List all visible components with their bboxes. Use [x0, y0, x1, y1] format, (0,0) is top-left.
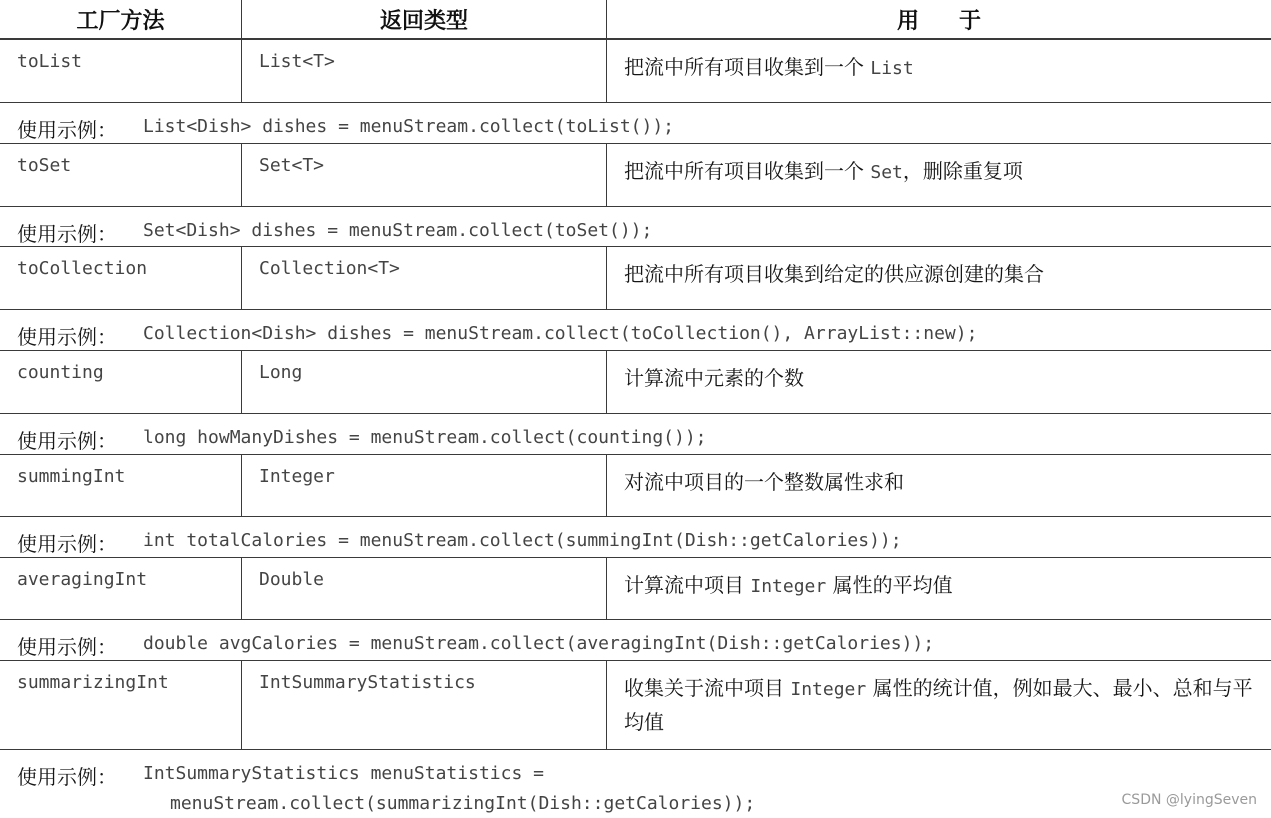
- description-segment: 收集关于流中项目: [624, 676, 791, 700]
- description-cell: [606, 144, 1271, 206]
- return-type-cell: [241, 40, 606, 102]
- description-cell: [606, 351, 1271, 413]
- example-row: [0, 620, 1271, 661]
- description-code-segment: Set: [870, 162, 903, 183]
- description-cell: [606, 40, 1271, 102]
- factory-method-cell: [0, 144, 241, 206]
- description-cell: [606, 558, 1271, 619]
- factory-method-name: counting: [17, 362, 104, 383]
- factory-method-cell: [0, 247, 241, 309]
- factory-method-cell: [0, 661, 241, 749]
- table-row: [0, 144, 1271, 207]
- header-factory-method-label: 工厂方法: [76, 8, 165, 34]
- example-code: long howManyDishes = menuStream.collect(counting());: [143, 427, 707, 448]
- example-code: IntSummaryStatistics menuStatistics =: [143, 763, 544, 784]
- description-text: [624, 155, 1261, 189]
- description-segment: 计算流中元素的个数: [624, 366, 804, 390]
- header-return-type: [241, 0, 606, 38]
- description-cell: [606, 455, 1271, 516]
- description-cell: [606, 247, 1271, 309]
- example-label: 使用示例：: [17, 635, 117, 659]
- watermark: CSDN @lyingSeven: [1121, 792, 1257, 808]
- example-row: [0, 103, 1271, 144]
- return-type-name: List<T>: [259, 51, 335, 72]
- example-code: Collection<Dish> dishes = menuStream.collect(toCollection(), ArrayList::new);: [143, 323, 978, 344]
- table-row: [0, 558, 1271, 620]
- factory-method-cell: [0, 351, 241, 413]
- factory-method-name: summingInt: [17, 466, 126, 487]
- header-used-for-label: 用于: [896, 8, 1021, 34]
- example-code: menuStream.collect(summarizingInt(Dish::getCalories));: [170, 793, 756, 814]
- return-type-cell: [241, 661, 606, 749]
- table-header: [0, 0, 1271, 40]
- example-label: 使用示例：: [17, 765, 117, 789]
- description-text: [624, 466, 1261, 499]
- return-type-cell: [241, 144, 606, 206]
- table-row: [0, 247, 1271, 310]
- description-text: [624, 672, 1261, 739]
- factory-method-cell: [0, 558, 241, 619]
- description-code-segment: List: [870, 58, 914, 79]
- table-row: [0, 351, 1271, 414]
- description-segment: 把流中所有项目收集到给定的供应源创建的集合: [624, 262, 1044, 286]
- return-type-name: Integer: [259, 466, 335, 487]
- example-code: List<Dish> dishes = menuStream.collect(toList());: [143, 116, 675, 137]
- example-label: 使用示例：: [17, 222, 117, 246]
- return-type-name: Long: [259, 362, 303, 383]
- example-label: 使用示例：: [17, 118, 117, 142]
- header-return-type-label: 返回类型: [379, 8, 468, 34]
- table-row: [0, 40, 1271, 103]
- description-text: [624, 258, 1261, 291]
- example-row: [0, 310, 1271, 351]
- example-row: [0, 517, 1271, 558]
- return-type-name: IntSummaryStatistics: [259, 672, 476, 693]
- description-segment: 对流中项目的一个整数属性求和: [624, 470, 904, 494]
- description-text: [624, 569, 1261, 603]
- example-label: 使用示例：: [17, 532, 117, 556]
- description-cell: [606, 661, 1271, 749]
- factory-method-cell: [0, 40, 241, 102]
- example-label: 使用示例：: [17, 325, 117, 349]
- description-segment: 计算流中项目: [624, 573, 751, 597]
- example-code: double avgCalories = menuStream.collect(averagingInt(Dish::getCalories));: [143, 633, 935, 654]
- description-segment: 属性的统计值，例如最大、最小、总和与平均值: [624, 676, 1253, 734]
- return-type-name: Collection<T>: [259, 258, 400, 279]
- description-code-segment: Integer: [750, 576, 827, 597]
- example-label: 使用示例：: [17, 429, 117, 453]
- description-segment: 属性的平均值: [826, 573, 953, 597]
- example-code: Set<Dish> dishes = menuStream.collect(toSet());: [143, 220, 653, 241]
- example-row: [0, 207, 1271, 247]
- factory-method-name: toList: [17, 51, 83, 72]
- table-row: [0, 661, 1271, 750]
- description-text: [624, 51, 1261, 85]
- return-type-cell: [241, 455, 606, 516]
- return-type-cell: [241, 558, 606, 619]
- factory-method-name: averagingInt: [17, 569, 148, 590]
- return-type-cell: [241, 247, 606, 309]
- description-code-segment: Integer: [790, 679, 867, 700]
- header-factory-method: [0, 0, 241, 38]
- description-text: [624, 362, 1261, 395]
- return-type-name: Double: [259, 569, 325, 590]
- description-segment: 把流中所有项目收集到一个: [624, 55, 871, 79]
- factory-method-name: toSet: [17, 155, 72, 176]
- factory-method-name: summarizingInt: [17, 672, 169, 693]
- example-row: [0, 750, 1271, 818]
- header-used-for: [606, 0, 1271, 38]
- factory-method-name: toCollection: [17, 258, 148, 279]
- example-row: [0, 414, 1271, 455]
- description-segment: ，删除重复项: [902, 159, 1023, 183]
- example-code: int totalCalories = menuStream.collect(summingInt(Dish::getCalories));: [143, 530, 902, 551]
- factory-method-cell: [0, 455, 241, 516]
- return-type-cell: [241, 351, 606, 413]
- table-row: [0, 455, 1271, 517]
- return-type-name: Set<T>: [259, 155, 325, 176]
- table-body: [0, 40, 1271, 818]
- description-segment: 把流中所有项目收集到一个: [624, 159, 871, 183]
